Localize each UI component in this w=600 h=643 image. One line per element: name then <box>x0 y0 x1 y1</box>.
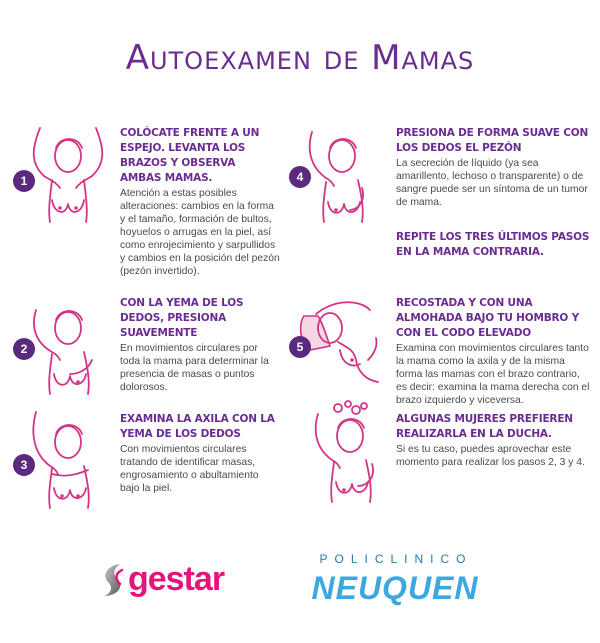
step-text: Si es tu caso, puedes aprovechar este momento para realizar los pasos 2, 3 y 4. <box>396 444 585 468</box>
step-heading: RECOSTADA Y CON UNA ALMOHADA BAJO TU HOMBRO Y CON EL CODO ELEVADO <box>396 297 580 339</box>
step-heading: REPITE LOS TRES ÚLTIMOS PASOS EN LA MAMA CONTRARIA. <box>396 231 590 258</box>
step-4 <box>396 126 592 209</box>
policlinico-logo-text: POLICLINICO <box>319 552 473 566</box>
step-number-badge: 2 <box>13 338 35 360</box>
step-text: La secreción de líquido (ya sea amarillento, lechoso o transparente) o de sangre puede ser un síntoma de un tumor de mama. <box>396 158 588 208</box>
step-text: En movimientos circulares por toda la mama para determinar la presencia de masas o puntos dolorosos. <box>120 343 269 393</box>
lying-down-figure-icon <box>296 290 392 390</box>
step-number-badge: 3 <box>13 454 35 476</box>
step-number-badge: 5 <box>289 336 311 358</box>
shower-figure-icon <box>304 398 396 508</box>
step-1 <box>120 126 280 278</box>
palpation-figure-icon <box>22 290 114 400</box>
gestar-logo-text: gestar <box>128 560 225 598</box>
step-5 <box>396 296 592 407</box>
step-text: Con movimientos circulares tratando de identificar masas, engrosamiento o abultamiento bajo la piel. <box>120 444 259 494</box>
step-heading: PRESIONA DE FORMA SUAVE CON LOS DEDOS EL PEZÓN <box>396 127 589 154</box>
repeat-note <box>396 230 592 260</box>
step-text: Examina con movimientos circulares tanto la mama como la axila y de la misma forma las mamas con el brazo contrario, es decir: examina la mama derecha con el brazo izquierdo y viceversa. <box>396 343 590 406</box>
step-number-badge: 4 <box>289 166 311 188</box>
step-heading: EXAMINA LA AXILA CON LA YEMA DE LOS DEDOS <box>120 413 275 440</box>
raised-arms-figure-icon <box>22 118 114 228</box>
footer-logos <box>0 548 600 608</box>
step-2 <box>120 296 280 394</box>
step-3 <box>120 412 280 495</box>
step-text: Atención a estas posibles alteraciones: cambios en la forma y el tamaño, formación de bultos, hoyuelos o arrugas en la piel, así como enrojecimiento y sarpullidos y cambios en la posición del pezón (pezón invertido). <box>120 188 280 277</box>
step-shower <box>396 412 592 469</box>
step-heading: CON LA YEMA DE LOS DEDOS, PRESIONA SUAVEMENTE <box>120 297 244 339</box>
armpit-exam-figure-icon <box>22 404 114 514</box>
step-heading: COLÓCATE FRENTE A UN ESPEJO. LEVANTA LOS BRAZOS Y OBSERVA AMBAS MAMAS. <box>120 127 260 184</box>
neuquen-logo-text: NEUQUEN <box>311 570 479 606</box>
page-title: Autoexamen de Mamas <box>125 38 475 78</box>
gestar-logo-icon <box>100 562 126 598</box>
step-heading: ALGUNAS MUJERES PREFIEREN REALIZARLA EN LA DUCHA. <box>396 413 573 440</box>
step-number-badge: 1 <box>13 170 35 192</box>
